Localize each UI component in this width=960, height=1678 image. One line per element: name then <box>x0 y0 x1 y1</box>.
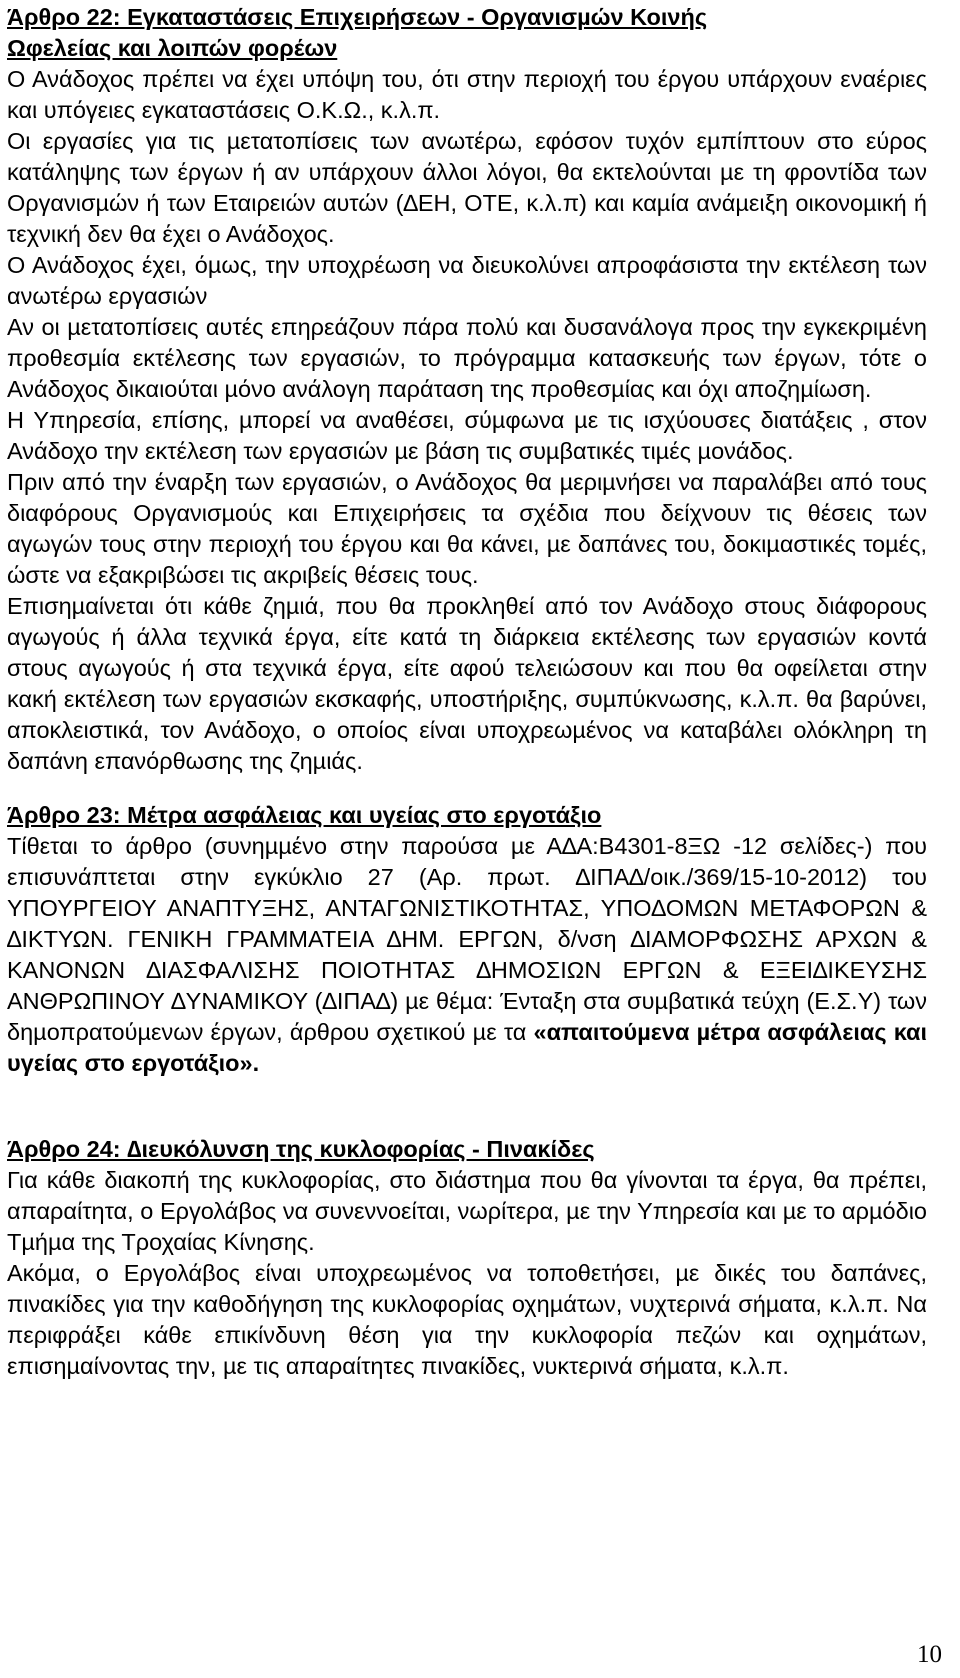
article-22-title-line1: Άρθρο 22: Εγκαταστάσεις Επιχειρήσεων - Οργανισµών Κοινής <box>7 4 708 30</box>
article-22 <box>7 2 927 777</box>
paragraph <box>7 831 927 1079</box>
spacer <box>7 1079 927 1134</box>
article-23-title: Άρθρο 23: Μέτρα ασφάλειας και υγείας στο εργοτάξιο <box>7 802 602 828</box>
article-23-text: Τίθεται το άρθρο (συνηµµένο στην παρούσα µε Α∆Α:Β4301-8ΞΩ -12 σελίδες-) που επισυνάπτεται στην εγκύκλιο 27 (Αρ. πρωτ. ∆ΙΠΑ∆/οικ./369/15-10-2012) του ΥΠΟΥΡΓΕΙΟΥ ΑΝΑΠΤΥΞΗΣ, ΑΝΤΑΓΩΝΙΣΤΙΚΟΤΗΤΑΣ, ΥΠΟ∆ΟΜΩΝ ΜΕΤΑΦΟΡΩΝ & ∆ΙΚΤΥΩΝ. ΓΕΝΙΚΗ ΓΡΑΜΜΑΤΕΙΑ ∆ΗΜ. ΕΡΓΩΝ, δ/νση ∆ΙΑΜΟΡΦΩΣΗΣ ΑΡΧΩΝ & ΚΑΝΟΝΩΝ ∆ΙΑΣΦΑΛΙΣΗΣ ΠΟΙΟΤΗΤΑΣ ∆ΗΜΟΣΙΩΝ ΕΡΓΩΝ & ΕΞΕΙ∆ΙΚΕΥΣΗΣ ΑΝΘΡΩΠΙΝΟΥ ∆ΥΝΑΜΙΚΟΥ (∆ΙΠΑ∆) µε θέµα: Ένταξη στα συµβατικά τεύχη (Ε.Σ.Υ) των δηµοπρατούµενων έργων, άρθρου σχετικού µε τα <box>7 833 927 1045</box>
paragraph: Πριν από την έναρξη των εργασιών, ο Ανάδοχος θα µεριµνήσει να παραλάβει από τους διαφόρους Οργανισµούς και Επιχειρήσεις τα σχέδια που δείχνουν τις θέσεις των αγωγών τους στην περιοχή του έργου και θα κάνει, µε δαπάνες του, δοκιµαστικές τοµές, ώστε να εξακριβώσει τις ακριβείς θέσεις τους. <box>7 469 927 588</box>
article-24 <box>7 1134 927 1382</box>
paragraph: Οι εργασίες για τις µετατοπίσεις των ανωτέρω, εφόσον τυχόν εµπίπτουν στο εύρος κατάληψης των έργων ή αν υπάρχουν άλλοι λόγοι, θα εκτελούνται µε τη φροντίδα των Οργανισµών ή των Εταιρειών αυτών (∆ΕΗ, ΟΤΕ, κ.λ.π) και καµία ανάµειξη οικονοµική ή τεχνική δεν θα έχει ο Ανάδοχος. <box>7 128 927 247</box>
article-24-title: Άρθρο 24: ∆ιευκόλυνση της κυκλοφορίας - Πινακίδες <box>7 1136 595 1162</box>
article-23 <box>7 800 927 1079</box>
article-23-bold-text: «απαιτούµενα µέτρα ασφάλειας και υγείας στο εργοτάξιο». <box>7 1019 928 1076</box>
document-page <box>7 2 927 1382</box>
paragraph: Αν οι µετατοπίσεις αυτές επηρεάζουν πάρα πολύ και δυσανάλογα προς την εγκεκριµένη προθεσµία εκτέλεσης των εργασιών, το πρόγραµµα κατασκευής των έργων, τότε ο Ανάδοχος δικαιούται µόνο ανάλογη παράταση της προθεσµίας και όχι αποζηµίωση. <box>7 314 927 402</box>
paragraph: Ακόµα, ο Εργολάβος είναι υποχρεωµένος να τοποθετήσει, µε δικές του δαπάνες, πινακίδες για την καθοδήγηση της κυκλοφορίας οχηµάτων, νυχτερινά σήµατα, κ.λ.π. Να περιφράξει κάθε επικίνδυνη θέση για την κυκλοφορία πεζών και οχηµάτων, επισηµαίνοντας την, µε τις απαραίτητες πινακίδες, νυκτερινά σήµατα, κ.λ.π. <box>7 1260 927 1379</box>
article-22-title <box>7 2 927 64</box>
page-number: 10 <box>917 1641 942 1668</box>
article-22-title-line2: Ωφελείας και λοιπών φορέων <box>7 35 338 61</box>
paragraph: Επισηµαίνεται ότι κάθε ζηµιά, που θα προκληθεί από τον Ανάδοχο στους διάφορους αγωγούς ή άλλα τεχνικά έργα, είτε κατά τη διάρκεια εκτέλεσης των εργασιών κοντά στους αγωγούς ή στα τεχνικά έργα, είτε αφού τελειώσουν και που θα οφείλεται στην κακή εκτέλεση των εργασιών εκσκαφής, υποστήριξης, συµπύκνωσης, κ.λ.π. θα βαρύνει, αποκλειστικά, τον Ανάδοχο, ο οποίος είναι υποχρεωµένος να καταβάλει ολόκληρη τη δαπάνη επανόρθωσης της ζηµιάς. <box>7 593 927 774</box>
paragraph: Η Υπηρεσία, επίσης, µπορεί να αναθέσει, σύµφωνα µε τις ισχύουσες διατάξεις , στον Ανάδοχο την εκτέλεση των εργασιών µε βάση τις συµβατικές τιµές µονάδος. <box>7 407 927 464</box>
paragraph: Ο Ανάδοχος έχει, όµως, την υποχρέωση να διευκολύνει απροφάσιστα την εκτέλεση των ανωτέρω εργασιών <box>7 252 927 309</box>
paragraph: Για κάθε διακοπή της κυκλοφορίας, στο διάστηµα που θα γίνονται τα έργα, θα πρέπει, απαραίτητα, ο Εργολάβος να συνεννοείται, νωρίτερα, µε την Υπηρεσία και µε το αρµόδιο Τµήµα της Τροχαίας Κίνησης. <box>7 1167 927 1255</box>
paragraph: Ο Ανάδοχος πρέπει να έχει υπόψη του, ότι στην περιοχή του έργου υπάρχουν εναέριες και υπόγειες εγκαταστάσεις Ο.Κ.Ω., κ.λ.π. <box>7 66 927 123</box>
